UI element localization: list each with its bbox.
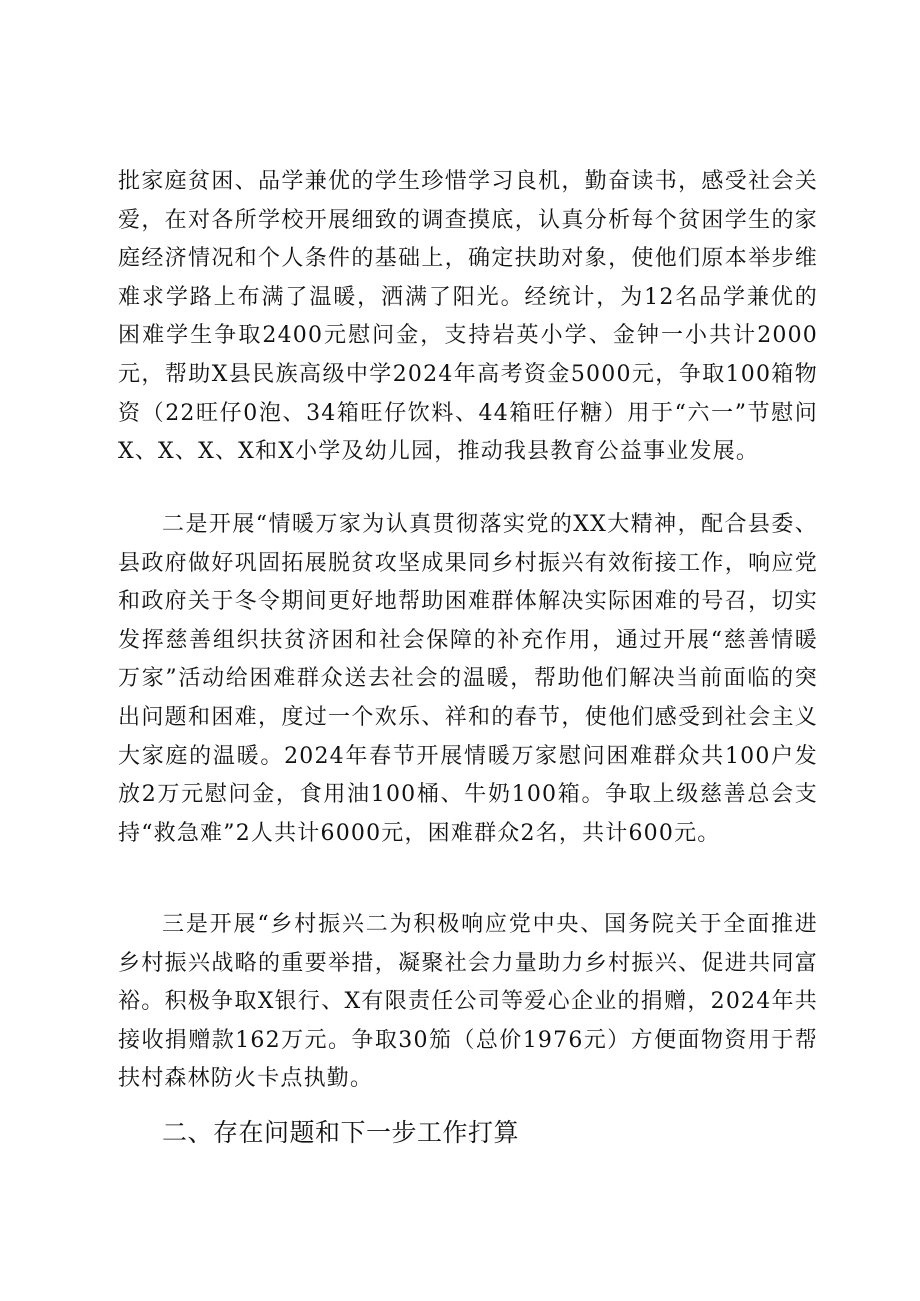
paragraph-rural-revitalization: 三是开展“乡村振兴二为积极响应党中央、国务院关于全面推进乡村振兴战略的重要举措，凝聚社会力量助力乡村振兴、促进共同富裕。积极争取X银行、X有限责任公司等爱心企业的捐赠，2024年共接收捐赠款162万元。争取30笳（总价1976元）方便面物资用于帮扶村森林防火卡点执勤。 — [118, 912, 818, 1092]
paragraph-education-aid: 批家庭贫困、品学兼优的学生珍惜学习良机，勤奋读书，感受社会关爱，在对各所学校开展细致的调查摸底，认真分析每个贫困学生的家庭经济情况和个人条件的基础上，确定扶助对象，使他们原本举步维难求学路上布满了温暖，洒满了阳光。经统计，为12名品学兼优的困难学生争取2400元慰问金，支持岩英小学、金钟一小共计2000元，帮助X县民族高级中学2024年高考资金5000元，争取100箱物资（22旺仔0泡、34箱旺仔饮料、44箱旺仔糖）用于“六一”节慰问X、X、X、X和X小学及幼儿园，推动我县教育公益事业发展。 — [118, 169, 818, 465]
section-heading: 二、存在问题和下一步工作打算 — [162, 1118, 520, 1147]
paragraph-warmth-campaign: 二是开展“情暖万家为认真贯彻落实党的XX大精神，配合县委、县政府做好巩固拓展脱贫攻坚成果同乡村振兴有效衔接工作，响应党和政府关于冬令期间更好地帮助困难群体解决实际困难的号召，切实发挥慈善组织扶贫济困和社会保障的补充作用，通过开展“慈善情暖万家”活动给困难群众送去社会的温暖，帮助他们解决当前面临的突出问题和困难，度过一个欢乐、祥和的春节，使他们感受到社会主义大家庭的温暖。2024年春节开展情暖万家慰问困难群众共100户发放2万元慰问金，食用油100桶、牛奶100箱。争取上级慈善总会支持“救急难”2人共计6000元，困难群众2名，共计600元。 — [118, 512, 818, 846]
